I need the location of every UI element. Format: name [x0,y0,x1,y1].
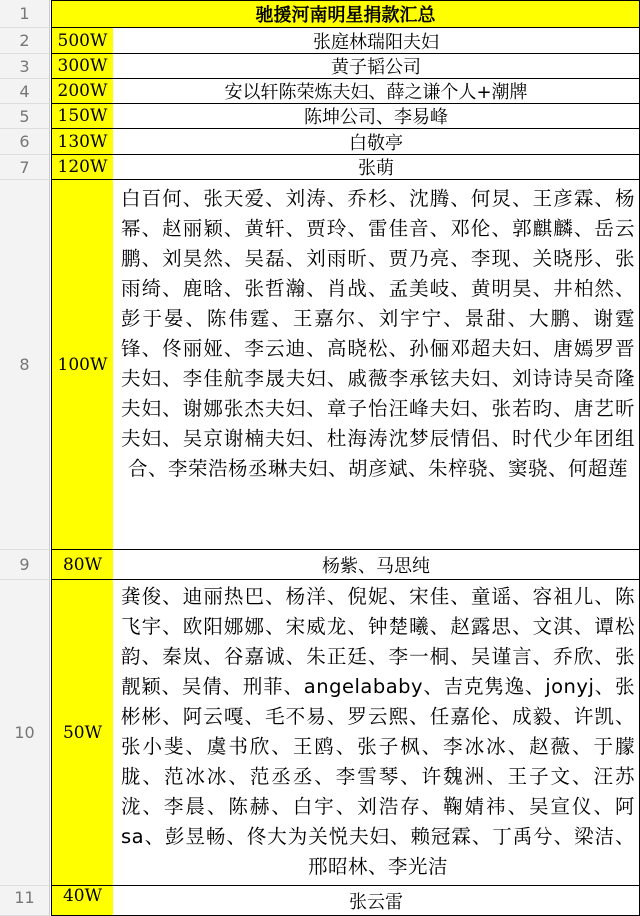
row-number[interactable]: 10 [0,580,50,886]
names-text: 黄子韬公司 [331,57,421,78]
names-text: 陈坤公司、李易峰 [304,107,448,128]
names-text: 张庭林瑞阳夫妇 [313,31,439,53]
row-number[interactable]: 6 [0,129,50,155]
names-text: 白百何、张天爱、刘涛、乔杉、沈腾、何炅、王彦霖、杨幂、赵丽颖、黄轩、贾玲、雷佳音、邓伦、郭麒麟、岳云鹏、刘昊然、吴磊、刘雨昕、贾乃亮、李现、关晓彤、张雨绮、鹿晗、张哲瀚、肖战、孟美岐、黄明昊、井柏然、彭于晏、陈伟霆、王嘉尔、刘宇宁、景甜、大鹏、谢霆锋、佟丽娅、李云迪、高晓松、孙俪邓超夫妇、唐嫣罗晋夫妇、李佳航李晟夫妇、戚薇李承铉夫妇、刘诗诗吴奇隆夫妇、谢娜张杰夫妇、章子怡汪峰夫妇、张若昀、唐艺昕夫妇、吴京谢楠夫妇、杜海涛沈梦辰情侣、时代少年团组合、李荣浩杨丞琳夫妇、胡彦斌、朱梓骁、窦骁、何超莲 [121,187,635,480]
table-row[interactable] [0,886,640,916]
table-row[interactable] [0,79,640,104]
amount-cell[interactable]: 80W [51,549,114,580]
amount-cell[interactable]: 100W [51,179,114,550]
names-text: 杨紫、马思纯 [322,555,430,577]
amount-cell[interactable]: 500W [51,27,114,54]
row-number[interactable]: 2 [0,28,50,54]
names-cell[interactable] [113,579,640,886]
row-number[interactable]: 1 [0,0,50,28]
table-row[interactable] [0,580,640,886]
names-text: 张萌 [358,158,394,179]
amount-cell[interactable]: 120W [51,154,114,180]
names-cell[interactable] [113,78,640,104]
table-row[interactable] [0,28,640,54]
names-cell[interactable] [113,179,640,550]
names-text: 白敬亭 [349,132,403,154]
names-text: 安以轩陈荣炼夫妇、薛之谦个人+潮牌 [224,82,528,103]
amount-cell[interactable]: 200W [51,78,114,104]
names-cell[interactable] [113,27,640,54]
names-cell[interactable] [113,128,640,155]
sheet-title[interactable]: 驰援河南明星捐款汇总 [51,0,640,28]
row-number[interactable]: 5 [0,104,50,129]
row-number[interactable]: 3 [0,54,50,79]
amount-cell[interactable]: 130W [51,128,114,155]
row-number[interactable]: 8 [0,180,50,550]
title-row[interactable] [0,0,640,28]
table-row[interactable] [0,104,640,129]
names-cell[interactable] [113,103,640,129]
table-row[interactable] [0,155,640,180]
table-row[interactable] [0,550,640,580]
table-row[interactable] [0,54,640,79]
row-number[interactable]: 7 [0,155,50,180]
names-cell[interactable] [113,885,640,916]
amount-cell[interactable]: 40W [51,885,114,916]
amount-cell[interactable]: 300W [51,53,114,79]
names-cell[interactable] [113,53,640,79]
table-row[interactable] [0,129,640,155]
amount-cell[interactable]: 50W [51,579,114,886]
names-text: 龚俊、迪丽热巴、杨洋、倪妮、宋佳、童谣、容祖儿、陈飞宇、欧阳娜娜、宋威龙、钟楚曦、赵露思、文淇、谭松韵、秦岚、谷嘉诚、朱正廷、李一桐、吴谨言、乔欣、张靓颖、吴倩、刑菲、angelababy、吉克隽逸、jonyj、张彬彬、阿云嘎、毛不易、罗云熙、任嘉伦、成毅、许凯、张小斐、虞书欣、王鸥、张子枫、李冰冰、赵薇、于朦胧、范冰冰、范丞丞、李雪琴、许魏洲、王子文、汪苏泷、李晨、陈赫、白宇、刘浩存、鞠婧祎、吴宣仪、阿sa、彭昱畅、佟大为关悦夫妇、赖冠霖、丁禹兮、梁洁、邢昭林、李光洁 [121,585,635,878]
names-cell[interactable] [113,549,640,580]
names-cell[interactable] [113,154,640,180]
row-number[interactable]: 9 [0,550,50,580]
amount-cell[interactable]: 150W [51,103,114,129]
names-text: 张云雷 [349,892,403,913]
row-number[interactable]: 11 [0,886,50,916]
table-row[interactable] [0,180,640,550]
row-number[interactable]: 4 [0,79,50,104]
